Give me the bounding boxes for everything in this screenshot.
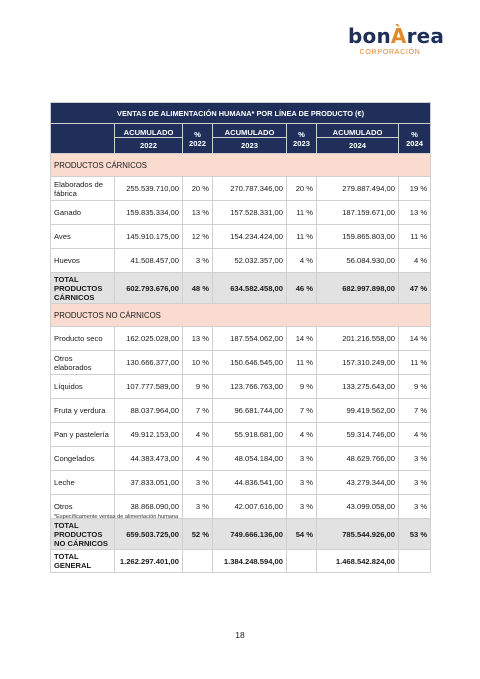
value-2024: 48.629.766,00	[317, 447, 399, 471]
value-2022: 130.666.377,00	[115, 351, 183, 375]
pct-2024: 3 %	[399, 471, 431, 495]
value-2023: 749.666.136,00	[213, 519, 287, 550]
value-2024: 43.099.058,00	[317, 495, 399, 519]
value-2023: 96.681.744,00	[213, 399, 287, 423]
table-row	[51, 471, 431, 495]
pct-2024: 11 %	[399, 351, 431, 375]
pct-2023: 4 %	[287, 249, 317, 273]
header-blank	[51, 124, 115, 154]
pct-2022: 3 %	[183, 249, 213, 273]
value-2023: 44.836.541,00	[213, 471, 287, 495]
pct-2023: 11 %	[287, 351, 317, 375]
pct-2022: 4 %	[183, 447, 213, 471]
value-2023: 123.766.763,00	[213, 375, 287, 399]
row-label: Ganado	[51, 201, 115, 225]
row-label: TOTAL PRODUCTOS NO CÁRNICOS	[51, 519, 115, 550]
table-row	[51, 447, 431, 471]
row-label: TOTAL GENERAL	[51, 550, 115, 573]
pct-2023: 3 %	[287, 495, 317, 519]
row-label: Líquidos	[51, 375, 115, 399]
pct-2022: 13 %	[183, 327, 213, 351]
section-total-row	[51, 519, 431, 550]
value-2023: 157.528.331,00	[213, 201, 287, 225]
grand-total-row	[51, 550, 431, 573]
pct-2022: 7 %	[183, 399, 213, 423]
header-year-2024: 2024	[317, 138, 399, 154]
pct-2022: 48 %	[183, 273, 213, 304]
row-label: Huevos	[51, 249, 115, 273]
table-row	[51, 249, 431, 273]
value-2022: 159.835.334,00	[115, 201, 183, 225]
value-2023: 150.646.545,00	[213, 351, 287, 375]
value-2024: 785.544.926,00	[317, 519, 399, 550]
section-title: PRODUCTOS CÁRNICOS	[51, 154, 431, 177]
pct-2024: 4 %	[399, 423, 431, 447]
section-header-row	[51, 304, 431, 327]
value-2023: 55.918.681,00	[213, 423, 287, 447]
row-label: Aves	[51, 225, 115, 249]
value-2022: 49.912.153,00	[115, 423, 183, 447]
row-label: Otros	[51, 495, 115, 519]
section-total-row	[51, 273, 431, 304]
value-2022: 255.539.710,00	[115, 177, 183, 201]
logo-wordmark: bonÀrea	[348, 24, 445, 48]
value-2024: 279.887.494,00	[317, 177, 399, 201]
pct-2024: 47 %	[399, 273, 431, 304]
value-2022: 44.383.473,00	[115, 447, 183, 471]
pct-2023: 3 %	[287, 447, 317, 471]
pct-2022-empty	[183, 550, 213, 573]
pct-2022: 3 %	[183, 495, 213, 519]
pct-2022: 9 %	[183, 375, 213, 399]
value-2023: 42.007.616,00	[213, 495, 287, 519]
table-row	[51, 351, 431, 375]
value-2022: 41.508.457,00	[115, 249, 183, 273]
value-2023: 187.554.062,00	[213, 327, 287, 351]
pct-2024: 11 %	[399, 225, 431, 249]
table-row	[51, 327, 431, 351]
value-2024: 682.997.898,00	[317, 273, 399, 304]
pct-2022: 4 %	[183, 423, 213, 447]
value-2023: 634.582.458,00	[213, 273, 287, 304]
value-2022: 107.777.589,00	[115, 375, 183, 399]
pct-2023: 20 %	[287, 177, 317, 201]
row-label: Elaborados de fábrica	[51, 177, 115, 201]
row-label: Producto seco	[51, 327, 115, 351]
row-label: Leche	[51, 471, 115, 495]
value-2022: 37.833.051,00	[115, 471, 183, 495]
page-number: 18	[235, 630, 245, 640]
value-2024: 157.310.249,00	[317, 351, 399, 375]
table-row	[51, 375, 431, 399]
value-2024: 133.275.643,00	[317, 375, 399, 399]
value-2023: 52.032.357,00	[213, 249, 287, 273]
header-year-2023: 2023	[213, 138, 287, 154]
pct-2022: 10 %	[183, 351, 213, 375]
pct-2023: 3 %	[287, 471, 317, 495]
value-2023: 270.787.346,00	[213, 177, 287, 201]
pct-2024: 7 %	[399, 399, 431, 423]
row-label: TOTAL PRODUCTOS CÁRNICOS	[51, 273, 115, 304]
table-row	[51, 399, 431, 423]
value-2022: 162.025.028,00	[115, 327, 183, 351]
logo-subtitle: CORPORACIÓN	[359, 47, 421, 56]
pct-2024-empty	[399, 550, 431, 573]
pct-2023: 46 %	[287, 273, 317, 304]
value-2024: 59.314.746,00	[317, 423, 399, 447]
row-label: Congelados	[51, 447, 115, 471]
table-title: VENTAS DE ALIMENTACIÓN HUMANA* POR LÍNEA DE PRODUCTO (€)	[51, 103, 431, 124]
header-year-2022: 2022	[115, 138, 183, 154]
value-2024: 187.159.671,00	[317, 201, 399, 225]
value-2023: 154.234.424,00	[213, 225, 287, 249]
header-acumulado-2022: ACUMULADO	[115, 124, 183, 138]
pct-2024: 14 %	[399, 327, 431, 351]
value-2024: 56.084.930,00	[317, 249, 399, 273]
header-pct-2024: % 2024	[399, 124, 431, 154]
pct-2022: 12 %	[183, 225, 213, 249]
value-2023: 48.054.184,00	[213, 447, 287, 471]
sales-table	[50, 102, 431, 573]
pct-2024: 19 %	[399, 177, 431, 201]
value-2022: 602.793.676,00	[115, 273, 183, 304]
pct-2023: 4 %	[287, 423, 317, 447]
value-2024: 43.279.344,00	[317, 471, 399, 495]
pct-2022: 52 %	[183, 519, 213, 550]
pct-2023: 11 %	[287, 201, 317, 225]
section-header-row	[51, 154, 431, 177]
pct-2024: 3 %	[399, 495, 431, 519]
row-label: Otros elaborados	[51, 351, 115, 375]
value-2022: 145.910.175,00	[115, 225, 183, 249]
pct-2024: 4 %	[399, 249, 431, 273]
table-row	[51, 423, 431, 447]
pct-2022: 13 %	[183, 201, 213, 225]
value-2024: 159.865.803,00	[317, 225, 399, 249]
header-acumulado-2024: ACUMULADO	[317, 124, 399, 138]
value-2024: 99.419.562,00	[317, 399, 399, 423]
pct-2024: 13 %	[399, 201, 431, 225]
header-acumulado-2023: ACUMULADO	[213, 124, 287, 138]
table-row	[51, 201, 431, 225]
table-row	[51, 225, 431, 249]
pct-2024: 3 %	[399, 447, 431, 471]
header-pct-2023: % 2023	[287, 124, 317, 154]
header-pct-2022: % 2022	[183, 124, 213, 154]
row-label: Fruta y verdura	[51, 399, 115, 423]
value-2024: 201.216.558,00	[317, 327, 399, 351]
bonarea-logo	[348, 24, 445, 56]
table-row	[51, 177, 431, 201]
pct-2024: 9 %	[399, 375, 431, 399]
value-2022: 1.262.297.401,00	[115, 550, 183, 573]
table-title-row	[51, 103, 431, 124]
value-2022: 88.037.964,00	[115, 399, 183, 423]
value-2023: 1.384.248.594,00	[213, 550, 287, 573]
row-label: Pan y pastelería	[51, 423, 115, 447]
pct-2023: 14 %	[287, 327, 317, 351]
section-title: PRODUCTOS NO CÁRNICOS	[51, 304, 431, 327]
pct-2024: 53 %	[399, 519, 431, 550]
pct-2022: 20 %	[183, 177, 213, 201]
pct-2023: 11 %	[287, 225, 317, 249]
header-row	[51, 124, 431, 138]
pct-2023: 9 %	[287, 375, 317, 399]
value-2022: 38.868.090,00	[115, 495, 183, 519]
pct-2022: 3 %	[183, 471, 213, 495]
pct-2023: 7 %	[287, 399, 317, 423]
value-2022: 659.503.725,00	[115, 519, 183, 550]
pct-2023-empty	[287, 550, 317, 573]
footnote: *Específicamente ventas de alimentación humana	[54, 514, 179, 520]
pct-2023: 54 %	[287, 519, 317, 550]
value-2024: 1.468.542.824,00	[317, 550, 399, 573]
